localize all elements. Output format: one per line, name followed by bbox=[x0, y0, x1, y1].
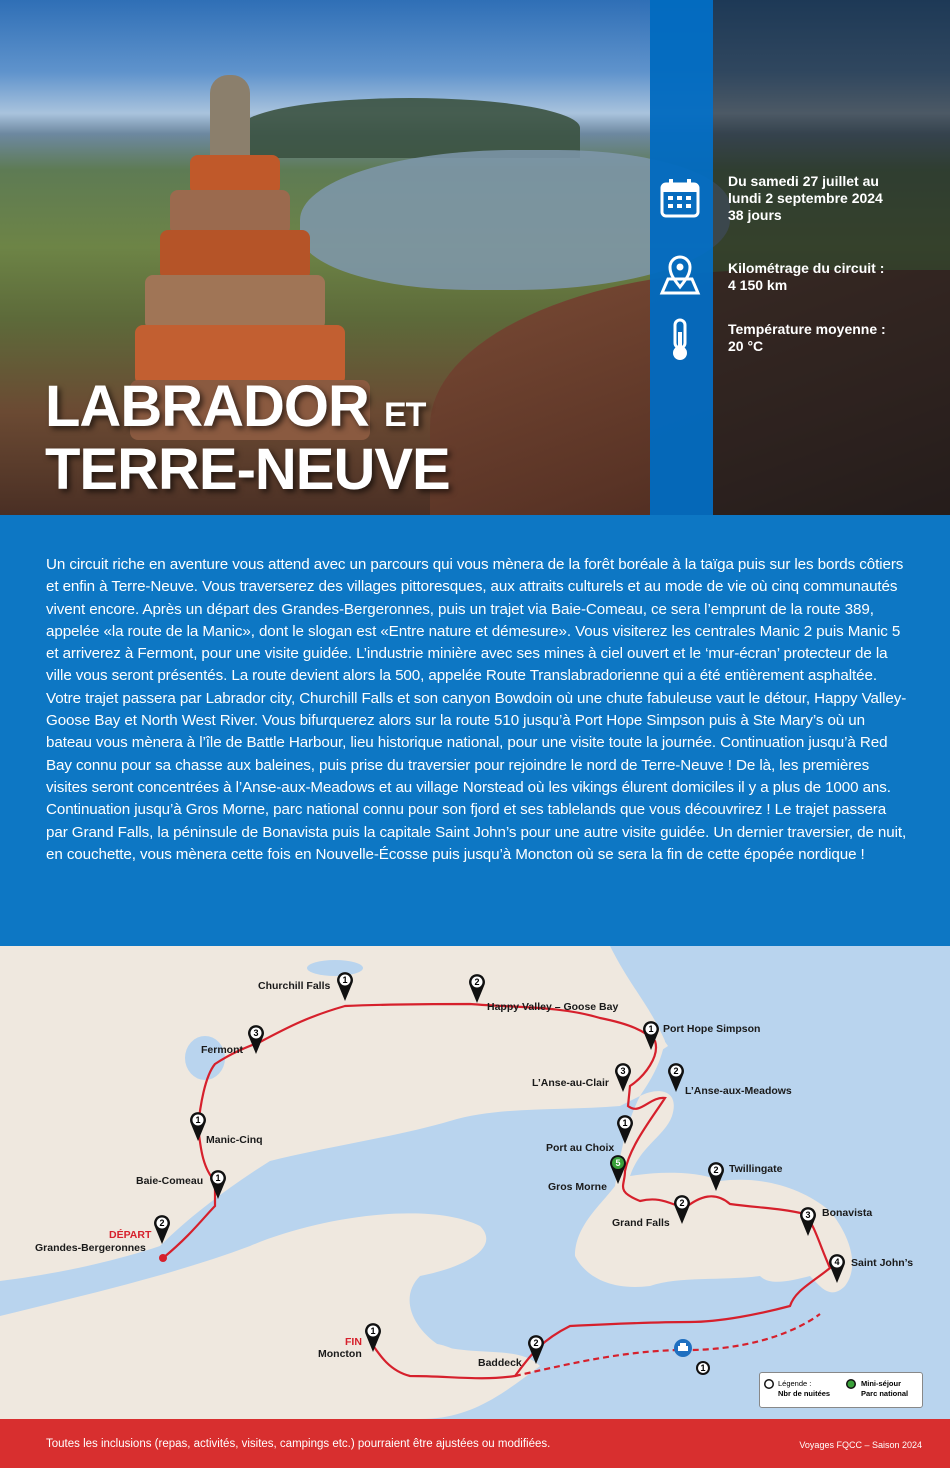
map-legend bbox=[759, 1372, 923, 1408]
stop-fermont: Fermont bbox=[201, 1044, 243, 1056]
map-pin-icon bbox=[658, 253, 702, 297]
footer-season: Voyages FQCC – Saison 2024 bbox=[799, 1440, 922, 1450]
fin-label: FIN bbox=[345, 1336, 362, 1348]
pin-fermont-nights: 3 bbox=[253, 1028, 259, 1038]
pin-moncton-nights: 1 bbox=[370, 1326, 376, 1336]
title-line1: LABRADOR bbox=[45, 374, 369, 439]
stop-bonavista: Bonavista bbox=[822, 1207, 873, 1219]
pin-baie-comeau bbox=[210, 1170, 226, 1199]
title-et: ET bbox=[383, 396, 426, 434]
dates-line1: Du samedi 27 juillet au bbox=[728, 173, 879, 189]
pin-ferry-night bbox=[696, 1361, 710, 1375]
pin-saint-johns bbox=[829, 1254, 845, 1283]
distance-label: Kilométrage du circuit : bbox=[728, 260, 885, 276]
days-count: 38 jours bbox=[728, 207, 782, 223]
pin-churchill-falls bbox=[337, 972, 353, 1001]
pin-anse-au-clair bbox=[615, 1063, 631, 1092]
pin-bonavista bbox=[800, 1207, 816, 1236]
stop-churchill-falls: Churchill Falls bbox=[258, 980, 331, 992]
pin-anse-au-clair-nights: 3 bbox=[620, 1066, 626, 1076]
stop-anse-aux-meadows: L’Anse-aux-Meadows bbox=[685, 1085, 792, 1097]
pin-port-au-choix-nights: 1 bbox=[622, 1118, 628, 1128]
stop-gros-morne: Gros Morne bbox=[548, 1181, 607, 1193]
pin-baddeck-nights: 2 bbox=[533, 1338, 539, 1348]
stop-anse-au-clair: L’Anse-au-Clair bbox=[532, 1077, 610, 1089]
ferry-nights: 1 bbox=[700, 1363, 706, 1373]
page-title bbox=[45, 374, 450, 502]
stop-grandes-bergeronnes: Grandes-Bergeronnes bbox=[35, 1242, 146, 1254]
stop-port-hope-simpson: Port Hope Simpson bbox=[663, 1023, 761, 1035]
map-pins bbox=[0, 946, 950, 1419]
dates-line2: lundi 2 septembre 2024 bbox=[728, 190, 883, 206]
temperature-value: 20 °C bbox=[728, 338, 764, 354]
stop-moncton: Moncton bbox=[318, 1348, 362, 1360]
title-line2: TERRE-NEUVE bbox=[45, 437, 450, 502]
pin-gros-morne-nights: 5 bbox=[615, 1158, 621, 1168]
depart-label: DÉPART bbox=[109, 1229, 152, 1241]
pin-anse-aux-meadows-nights: 2 bbox=[673, 1066, 679, 1076]
stop-twillingate: Twillingate bbox=[729, 1163, 783, 1175]
temperature-label: Température moyenne : bbox=[728, 321, 886, 337]
pin-fermont bbox=[248, 1025, 264, 1054]
legend-park: Parc national bbox=[861, 1389, 909, 1398]
legend-label: Légende : bbox=[778, 1379, 812, 1388]
description-text: Un circuit riche en aventure vous attend avec un parcours qui vous mènera de la forêt boréale à la taïga puis sur les bords côtiers et enfin à Terre-Neuve. Vous traverserez des villages pittoresques, aux attraits culturels et au mode de vie où cinq communautés vivent encore. Après un départ des Grandes-Bergeronnes, puis un trajet via Baie-Comeau, ce sera l’emprunt de la route 389, appelée «la route de la Manic», dont le slogan est «Entre nature et démesure». Vous visiterez les centrales Manic 2 puis Manic 5 et arriverez à Fermont, pour une visite guidée. L’industrie minière avec ses mines à ciel ouvert et le ‘mur-écran’ protecteur de la ville vous seront présentés. La route devient alors la 500, appelée Route Translabradorienne qui a été entièrement asphaltée. Votre trajet passera par Labrador city, Churchill Falls et son canyon Bowdoin où une chute fabuleuse vaut le détour, Happy Valley-Goose Bay et North West River. Vous bifurquerez alors sur la route 510 jusqu’à Port Hope Simpson puis à Ste Mary’s où un bateau vous mènera à l’île de Battle Harbour, lieu historique national, pour une visite toute la journée. Continuation jusqu’à Red Bay connu pour sa chasse aux baleines, puis prise du traversier pour rejoindre le nord de Terre-Neuve ! De là, les premières visites seront concentrées à l’Anse-aux-Meadows et au village Norstead où les vikings élurent domiciles il y a plus de 1000 ans. Continuation jusqu’à Gros Morne, parc national connu pour son fjord et ses tablelands que vous découvrirez ! Le trajet passera par Grand Falls, la péninsule de Bonavista puis la capitale Saint John’s pour une autre visite guidée. Un dernier traversier, de nuit, en couchette, vous mènera cette fois en Nouvelle-Écosse puis jusqu’à Moncton où se sera la fin de cette épopée nordique ! bbox=[46, 556, 907, 863]
pin-manic-cinq bbox=[190, 1112, 206, 1141]
dates-block bbox=[728, 173, 883, 224]
pin-grandes-bergeronnes bbox=[154, 1215, 170, 1244]
pin-port-hope-simpson bbox=[643, 1021, 659, 1050]
pin-grand-falls bbox=[674, 1195, 690, 1224]
stop-grand-falls: Grand Falls bbox=[612, 1217, 670, 1229]
stop-happy-valley: Happy Valley – Goose Bay bbox=[487, 1001, 619, 1013]
pin-happy-valley bbox=[469, 974, 485, 1003]
thermometer-icon bbox=[658, 318, 702, 362]
pin-twillingate bbox=[708, 1162, 724, 1191]
stop-baie-comeau: Baie-Comeau bbox=[136, 1175, 204, 1187]
pin-happy-valley-nights: 2 bbox=[474, 977, 480, 987]
pin-manic-cinq-nights: 1 bbox=[195, 1115, 201, 1125]
pin-grandes-bergeronnes-nights: 2 bbox=[159, 1218, 165, 1228]
footer-note: Toutes les inclusions (repas, activités, visites, campings etc.) pourraient être ajustées ou modifiées. bbox=[46, 1438, 551, 1450]
pin-baie-comeau-nights: 1 bbox=[215, 1173, 221, 1183]
pin-gros-morne bbox=[610, 1155, 626, 1184]
calendar-icon bbox=[658, 177, 702, 221]
pin-port-au-choix bbox=[617, 1115, 633, 1144]
pin-churchill-falls-nights: 1 bbox=[342, 975, 348, 985]
distance-block bbox=[728, 260, 884, 294]
temperature-block bbox=[728, 321, 886, 355]
stop-saint-johns: Saint John’s bbox=[851, 1257, 914, 1269]
stop-baddeck: Baddeck bbox=[478, 1357, 522, 1369]
pin-port-hope-simpson-nights: 1 bbox=[648, 1024, 654, 1034]
legend-mini: Mini-séjour bbox=[861, 1379, 902, 1388]
pin-saint-johns-nights: 4 bbox=[834, 1257, 840, 1267]
footer-bar bbox=[0, 1419, 950, 1468]
pin-grand-falls-nights: 2 bbox=[679, 1198, 685, 1208]
ferry-icon bbox=[674, 1339, 692, 1357]
pin-twillingate-nights: 2 bbox=[713, 1165, 719, 1175]
pin-bonavista-nights: 3 bbox=[805, 1210, 811, 1220]
legend-nights: Nbr de nuitées bbox=[778, 1389, 831, 1398]
route-map bbox=[0, 946, 950, 1419]
stop-manic-cinq: Manic-Cinq bbox=[206, 1134, 263, 1146]
pin-anse-aux-meadows bbox=[668, 1063, 684, 1092]
pin-baddeck bbox=[528, 1335, 544, 1364]
stop-port-au-choix: Port au Choix bbox=[546, 1142, 615, 1154]
pin-moncton bbox=[365, 1323, 381, 1419]
distance-value: 4 150 km bbox=[728, 277, 788, 293]
